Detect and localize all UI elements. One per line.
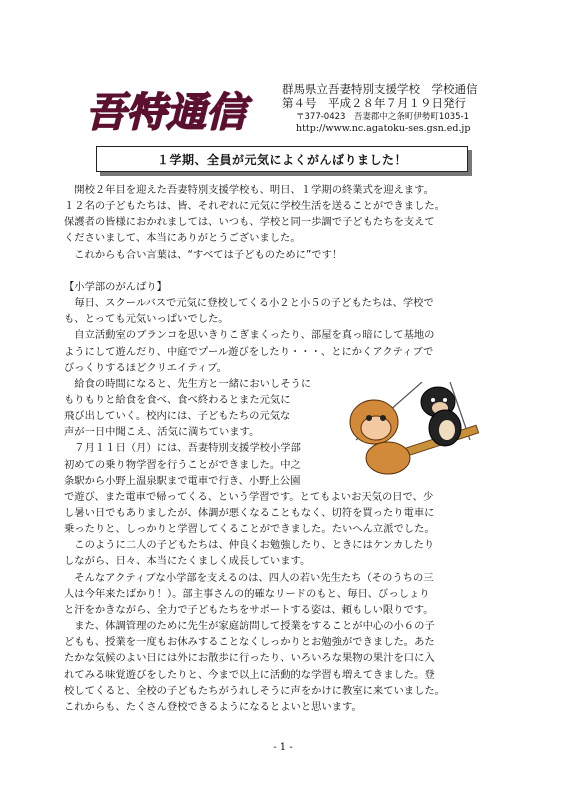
body-line: れてみる味覚遊びをしたりと、今まで以上に活動的な学習も増えてきました。登 (64, 668, 435, 681)
article-title-text: １学期、全員が元気によくがんばりました！ (156, 152, 407, 167)
body-line: もりもりと給食を食べ、食べ終わるとまた元気に (64, 393, 291, 406)
body-line: 初めての乗り物学習を行うことができました。中之 (64, 458, 301, 471)
body-line: 給食の時間になると、先生方と一緒においしそうに (64, 377, 312, 390)
page-number: - 1 - (273, 742, 293, 753)
body-line: このように二人の子どもたちは、仲良くお勉強したり、ときにはケンカしたり (64, 539, 435, 552)
body-line: 人は今年来たばかり！）。部主事さんの的確なリードのもと、毎日、びっしょり (64, 587, 430, 600)
body-line: と汗をかきながら、全力で子どもたちをサポートする姿は、頼もしい限りです。 (64, 603, 434, 616)
section-heading: 【小学部のがんばり】 (64, 280, 167, 293)
body-line: これからも、たくさん登校できるようになるとよいと思います。 (64, 700, 362, 713)
address-line: 〒377-0423 吾妻郡中之条町伊勢町1035-1 (296, 112, 470, 122)
intro-line: 保護者の皆様におかれましては、いつも、学校と同一歩調で子どもたちを支えて (64, 216, 435, 229)
intro-line: 開校２年目を迎えた吾妻特別支援学校も、明日、１学期の終業式を迎えます。 (64, 184, 434, 196)
body-line: そんなアクティブな小学部を支えるのは、四人の若い先生たち（そのうちの三 (64, 571, 434, 584)
body-line: し暑い日でもありましたが、体調が悪くなることもなく、切符を買ったり電車に (64, 507, 435, 519)
body-line: どもも、授業を一度もお休みすることなくしっかりとお勉強ができました。あた (64, 636, 435, 649)
issue-line: 第４号 平成２８年７月１９日発行 (282, 96, 466, 110)
school-name-line: 群馬県立吾妻特別支援学校 学校通信 (282, 82, 478, 96)
body-line: 乗ったりと、しっかりと学習してくることができました。たいへん立派でした。 (64, 523, 435, 536)
intro-line: これからも合い言葉は、“すべては子どものために”です！ (64, 248, 343, 261)
body-line: ようにして遊んだり、中庭でプール遊びをしたり・・・、とにかくアクティブで (64, 345, 434, 358)
body-line: 毎日、スクールバスで元気に登校してくる小２と小５の子どもたちは、学校で (64, 297, 434, 310)
body-line: 飛び出していく。校内には、子どもたちの元気な (64, 410, 291, 423)
body-line: 校してくると、全校の子どもたちがうれしそうに声をかけに教室に来ていました。 (64, 684, 445, 697)
article-title (96, 146, 468, 172)
body-line: で遊び、また電車で帰ってくる、という学習です。とてもよいお天気の日で、少 (64, 490, 434, 503)
website-link[interactable]: http://www.nc.agatoku-ses.gsn.ed.jp (296, 123, 471, 134)
body-line: 声が一日中聞こえ、活気に満ちています。 (64, 426, 260, 439)
body-line: びっくりするほどクリエイティブ。 (64, 361, 227, 374)
body-line: 自立活動室のブランコを思いきりこぎまくったり、部屋を真っ暗にして基地の (64, 329, 435, 342)
masthead-logo (68, 82, 264, 138)
intro-line: くださいまして、本当にありがとうございました。 (64, 232, 301, 245)
body-line: しながら、日々、本当にたくましく成長しています。 (64, 555, 311, 568)
intro-line: １２名の子どもたちは、皆、それぞれに元気に学校生活を送ることができました。 (64, 200, 445, 213)
body-line: たかな気候のよい日には外にお散歩に行ったり、いろいろな果物の果汁を口に入 (64, 652, 435, 665)
monkey-dog-swing-illustration (330, 382, 495, 478)
body-line: も、とっても元気いっぱいでした。 (64, 313, 229, 326)
body-line: ７月１１日（月）には、吾妻特別支援学校小学部 (64, 442, 301, 455)
body-line: 条駅から小野上温泉駅まで電車で行き、小野上公園 (64, 474, 301, 487)
logo-text: 吾特通信 (86, 90, 246, 136)
body-line: また、体調管理のために先生が家庭訪問して授業をすることが中心の小６の子 (64, 620, 435, 633)
